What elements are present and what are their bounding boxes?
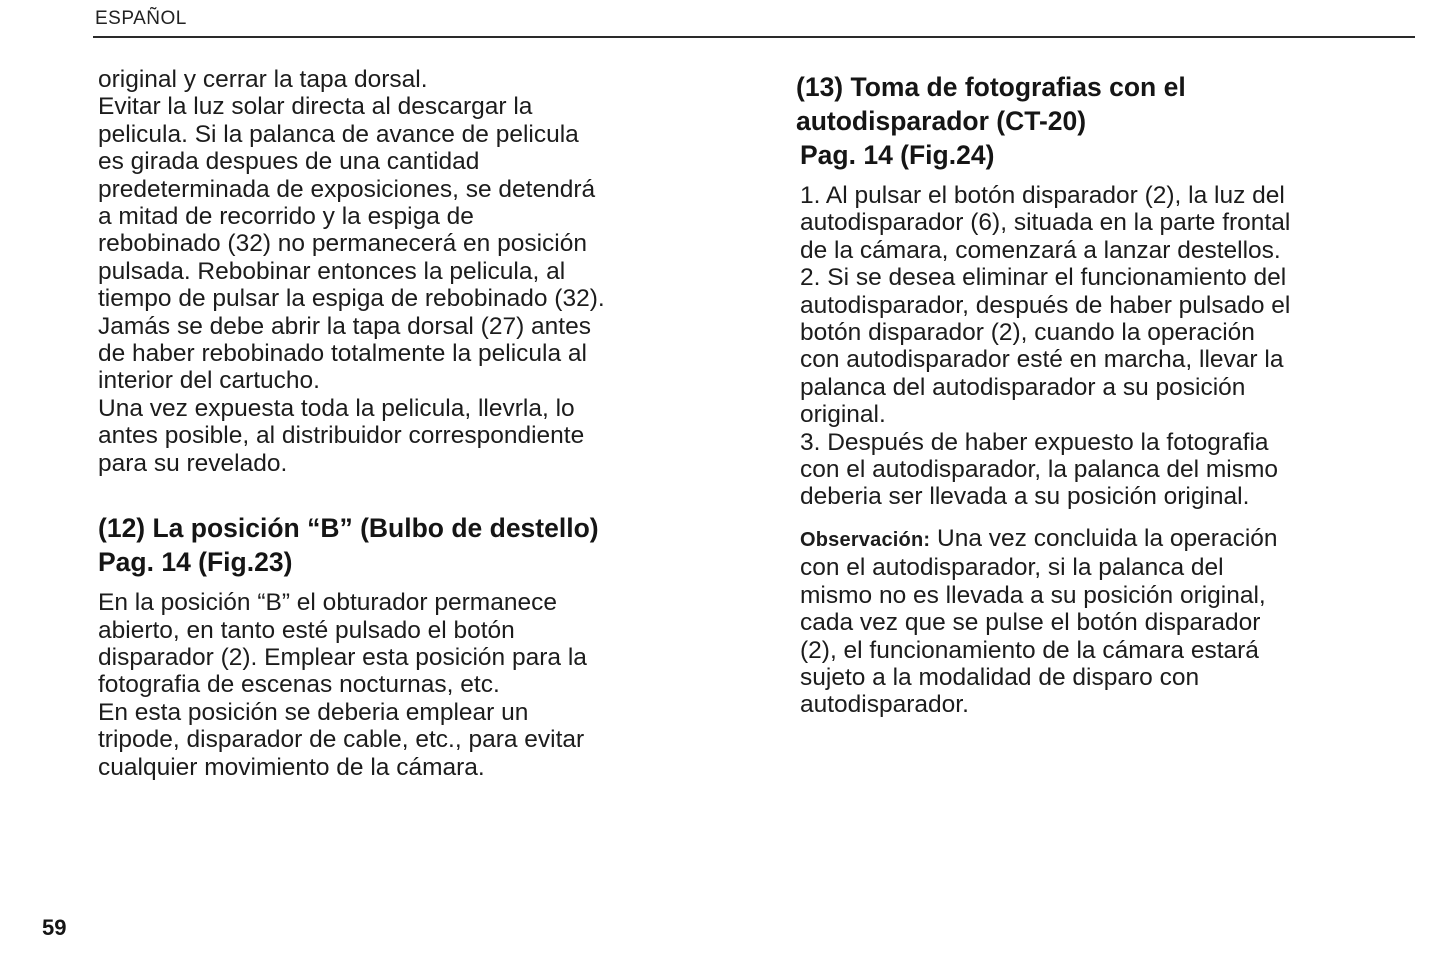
section-13-subheading: Pag. 14 (Fig.24) <box>800 140 995 170</box>
page-number: 59 <box>42 915 67 940</box>
section-13-heading: (13) Toma de fotografias con el autodisparador (CT-20) <box>796 72 1186 136</box>
right-column <box>796 66 1410 719</box>
section-13-text: 1. Al pulsar el botón disparador (2), la luz del autodisparador (6), situada en la parte frontal de la cámara, comenzará a lanzar destellos. 2. Si se desea eliminar el funcionamiento del autodisparador, después de haber pulsado el botón disparador (2), cuando la operación con autodisparador esté en marcha, llevar la palanca del autodisparador a su posición original. 3. Después de haber expuesto la fotografia con el autodisparador, la palanca del mismo deberia ser llevada a su posición original. <box>800 182 1291 511</box>
section-12-heading: (12) La posición “B” (Bulbo de destello) Pag. 14 (Fig.23) <box>98 513 599 578</box>
header-rule <box>93 36 1415 38</box>
section-12-text: En la posición “B” el obturador permanece abierto, en tanto esté pulsado el botón disparador (2). Emplear esta posición para la fotografia de escenas nocturnas, etc. En esta posición se deberia emplear un tripode, disparador de cable, etc., para evitar cualquier movimiento de la cámara. <box>98 589 587 781</box>
observation-label: Observación: <box>800 528 931 551</box>
left-column <box>98 66 738 781</box>
observation-text: Una vez concluida la operación con el autodisparador, si la palanca del mismo no es llevada a su posición original, cada vez que se pulse el botón disparador (2), el funcionamiento de la cámara estará sujeto a la modalidad de disparo con autodisparador. <box>800 524 1278 719</box>
left-paragraph-film-unloading: original y cerrar la tapa dorsal. Evitar la luz solar directa al descargar la pelicula. Si la palanca de avance de pelicula es girada despues de una cantidad predeterminada de exposiciones, se detendrá a mitad de recorrido y la espiga de rebobinado (32) no permanecerá en posición pulsada. Rebobinar entonces la pelicula, al tiempo de pulsar la espiga de rebobinado (32). Jamás se debe abrir la tapa dorsal (27) antes de haber rebobinado totalmente la pelicula al interior del cartucho. Una vez expuesta toda la pelicula, llevrla, lo antes posible, al distribuidor correspondiente para su revelado. <box>98 66 605 477</box>
observation-note <box>800 525 1410 719</box>
header-language-label: ESPAÑOL <box>95 8 187 29</box>
